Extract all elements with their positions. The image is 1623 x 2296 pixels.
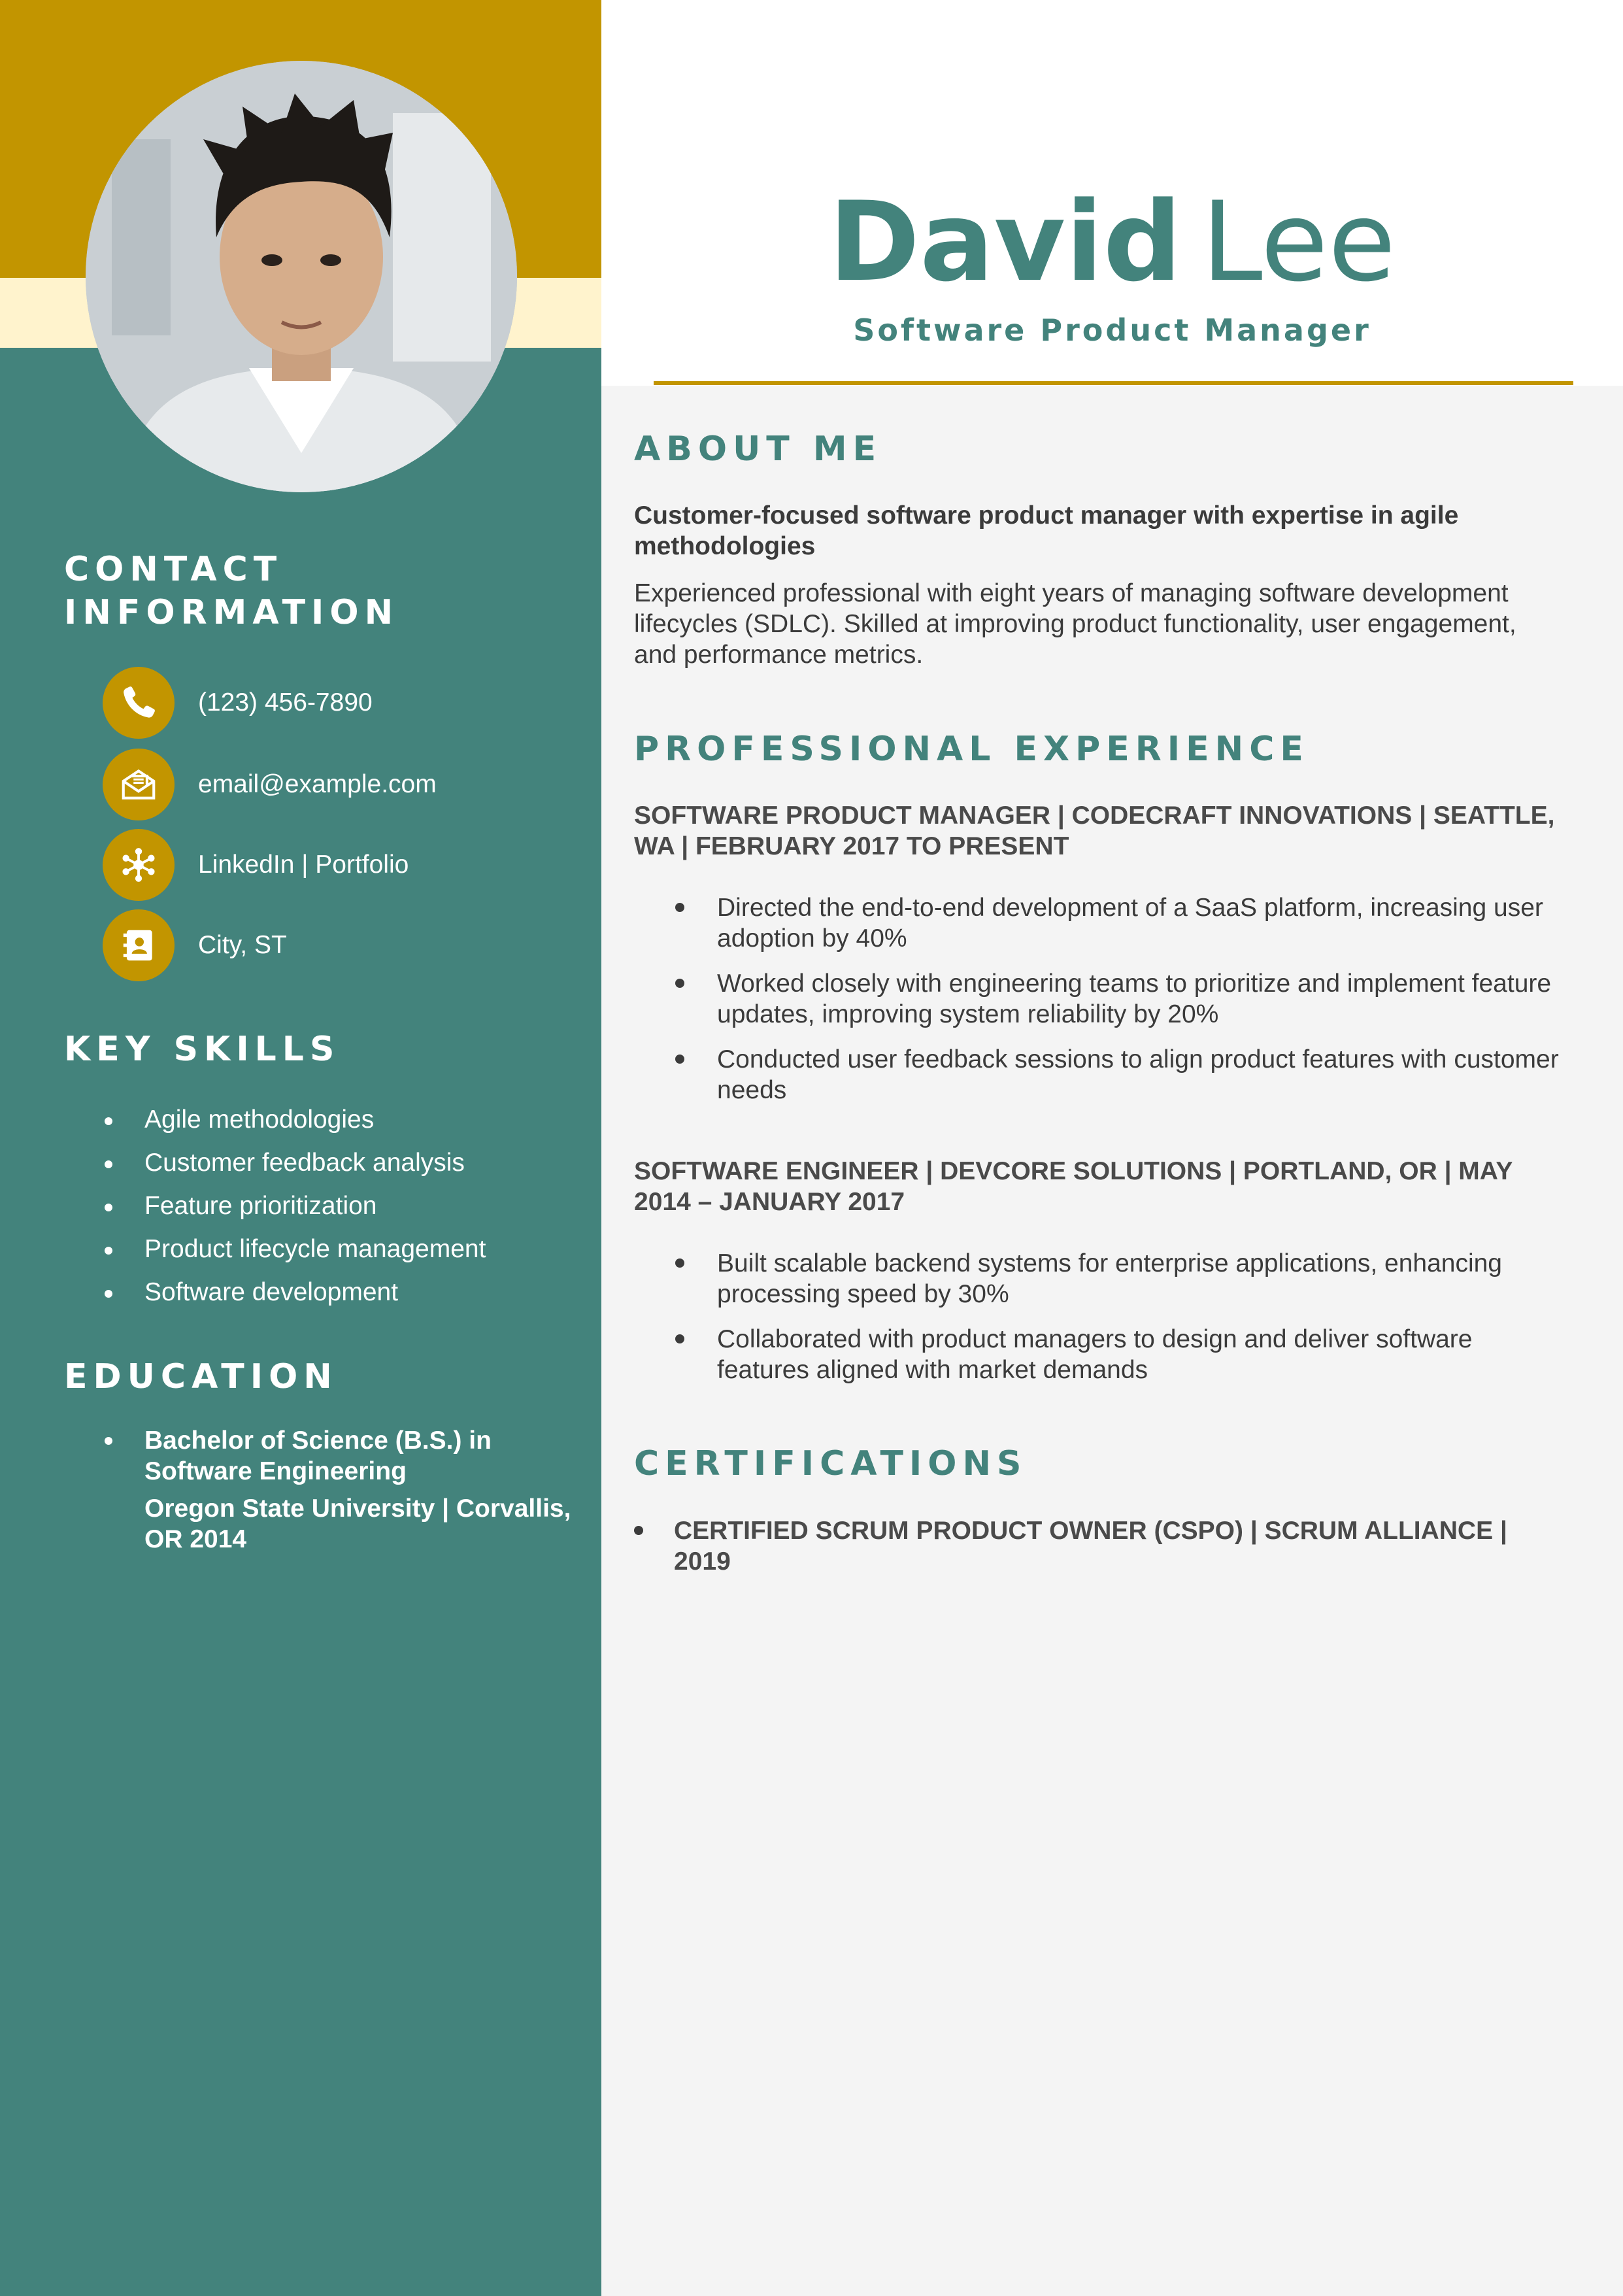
job-bullets bbox=[634, 1248, 1562, 1400]
job-bullets bbox=[634, 892, 1562, 1120]
job-title: Software Product Manager bbox=[853, 312, 1371, 348]
list-item: Customer feedback analysis bbox=[64, 1141, 574, 1185]
about-heading: ABOUT ME bbox=[634, 430, 882, 469]
envelope-icon bbox=[103, 749, 175, 820]
list-item: Directed the end-to-end development of a SaaS platform, increasing user adoption by 40% bbox=[634, 892, 1562, 954]
profile-photo bbox=[86, 61, 517, 492]
list-item: Collaborated with product managers to design and deliver software features aligned with market demands bbox=[634, 1324, 1562, 1385]
job-header: SOFTWARE PRODUCT MANAGER | CODECRAFT INNOVATIONS | SEATTLE, WA | FEBRUARY 2017 TO PRESENT bbox=[634, 802, 1555, 860]
header-divider bbox=[654, 381, 1573, 385]
email-text[interactable]: email@example.com bbox=[198, 770, 437, 798]
list-item: Worked closely with engineering teams to prioritize and implement feature updates, improving system reliability by 20% bbox=[634, 968, 1562, 1030]
phone-text[interactable]: (123) 456-7890 bbox=[198, 688, 373, 717]
network-icon bbox=[103, 829, 175, 901]
portrait-illustration bbox=[86, 61, 517, 492]
list-item: CERTIFIED SCRUM PRODUCT OWNER (CSPO) | SCRUM ALLIANCE | 2019 bbox=[634, 1515, 1562, 1577]
list-item: Feature prioritization bbox=[64, 1185, 574, 1228]
skills-heading: KEY SKILLS bbox=[64, 1030, 341, 1069]
contact-heading: CONTACT INFORMATION bbox=[64, 550, 399, 632]
candidate-name bbox=[601, 177, 1623, 307]
list-item: Built scalable backend systems for enterprise applications, enhancing processing speed by 30% bbox=[634, 1248, 1562, 1309]
about-lead: Customer-focused software product manager with expertise in agile methodologies bbox=[634, 501, 1459, 560]
list-item: Conducted user feedback sessions to align product features with customer needs bbox=[634, 1044, 1562, 1106]
first-name: David bbox=[828, 178, 1182, 306]
experience-heading: PROFESSIONAL EXPERIENCE bbox=[634, 730, 1309, 769]
education-entry bbox=[64, 1425, 574, 1555]
last-name: Lee bbox=[1201, 178, 1396, 306]
education-school: Oregon State University | Corvallis, OR 2014 bbox=[144, 1494, 571, 1553]
education-degree: Bachelor of Science (B.S.) in Software Engineering bbox=[64, 1425, 574, 1487]
list-item: Agile methodologies bbox=[64, 1098, 574, 1141]
contact-phone bbox=[103, 667, 373, 739]
contact-location bbox=[103, 909, 287, 981]
contact-card-icon bbox=[103, 909, 175, 981]
phone-icon bbox=[103, 667, 175, 739]
job-header: SOFTWARE ENGINEER | DEVCORE SOLUTIONS | PORTLAND, OR | MAY 2014 – JANUARY 2017 bbox=[634, 1157, 1513, 1216]
education-heading: EDUCATION bbox=[64, 1357, 338, 1396]
contact-links bbox=[103, 829, 409, 901]
skills-list bbox=[64, 1098, 574, 1314]
location-text: City, ST bbox=[198, 931, 287, 959]
certifications-heading: CERTIFICATIONS bbox=[634, 1444, 1028, 1483]
list-item: Product lifecycle management bbox=[64, 1228, 574, 1271]
certifications-list bbox=[634, 1515, 1562, 1577]
about-body: Experienced professional with eight years of managing software development lifecycles (SDLC). Skilled at improving product functionality, user engagement, and performance metrics. bbox=[634, 579, 1516, 669]
contact-email bbox=[103, 749, 437, 820]
list-item: Software development bbox=[64, 1271, 574, 1314]
links-text[interactable]: LinkedIn | Portfolio bbox=[198, 851, 409, 879]
